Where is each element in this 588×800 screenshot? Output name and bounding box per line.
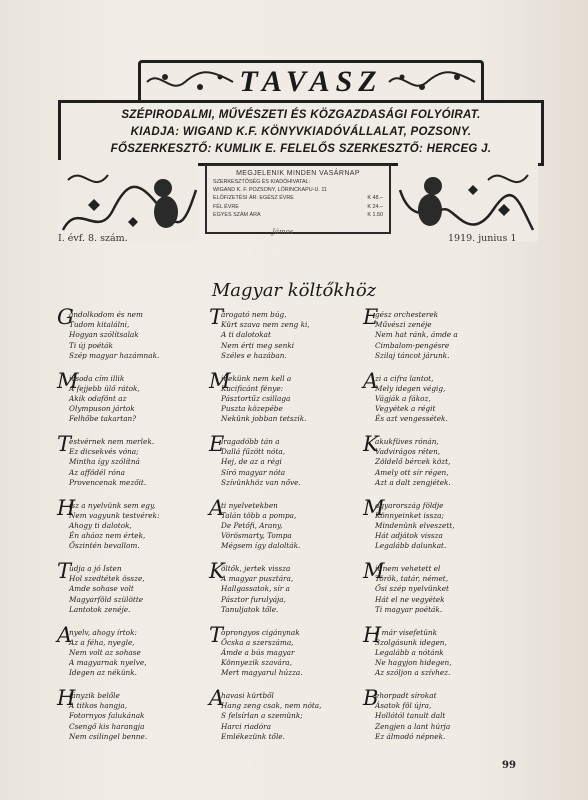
stanza [57,686,210,755]
stanza [209,622,362,692]
verse-line: Ne hagyjon hidegen, [375,658,452,668]
stanza [209,305,362,374]
verse-line: Lantotok zenéje. [69,604,131,614]
verse-line: iányzik belőle [69,691,120,700]
issue-number: I. évf. 8. szám. [58,233,128,244]
verse-line: Művészi zenéje [375,320,432,330]
verse-line: De Petőfi, Arany, [221,520,283,530]
drop-capital: K [363,432,379,456]
verse-line: Hát el ne vegyétek [375,594,445,604]
verse-line: Kürt szava nem zeng ki, [221,320,310,330]
publisher-line: KIADJA: WIGAND K.F. KÖNYVKIADÓVÁLLALAT, POZSONY. [130,126,472,138]
verse-line: Ásatok föl újra, [375,701,432,711]
verse-line: Mindenünk elveszett, [375,520,455,530]
verse-line: Könnyezik szavára, [221,658,292,668]
verse-line: Kacificánt fénye: [221,383,284,393]
verse-line: S felsírlan a szemünk; [221,711,303,721]
verse-line: havasi kürtből [221,691,274,700]
drop-capital: T [209,305,224,329]
verse-line: Pásztortűz csillaga [221,393,291,403]
verse-line: Olympuson jártok [69,404,135,414]
verse-line: Nekünk jobban tetszik. [221,414,307,424]
drop-capital: E [363,305,379,329]
verse-line: Széles e hazában. [221,350,287,360]
stanza [57,432,210,501]
price-row: EGYES SZÁM ÁRA K 1.50 [213,211,383,218]
verse-line: isz a nyelvünk sem egy, [69,500,156,510]
verse-line: árogató nem búg, [221,310,287,319]
verse-line: Felhőbe takartan? [69,414,137,424]
verse-line: A fejjebb ülő rátok, [69,383,140,393]
stanza [209,559,362,628]
verse-line: Amely ott sír régen, [375,467,449,477]
verse-line: Az a féha, nyegle, [69,637,135,647]
verse-line: Hallgassatok, sír a [221,584,290,594]
verse-line: Mégsem így dalolták. [221,541,301,551]
drop-capital: G [57,305,74,329]
verse-line: A titkos hangja, [69,701,128,711]
verse-line: akukfüves rónán, [375,437,439,446]
verse-line: Török, tatár, német, [375,574,449,584]
notice-office: SZERKESZTŐSÉG ÉS KIADÓHIVATAL: [213,179,311,185]
verse-line: Vadvirágos réten, [375,447,441,457]
stanza [209,495,362,565]
stanza [57,622,210,692]
poem-column-3 [363,305,516,755]
verse-line: Szilaj táncot járunk. [375,350,450,360]
drop-capital: K [209,559,225,583]
verse-line: Mert magyarul húzza. [221,668,303,678]
verse-line: Hol szedtétek össze, [69,574,145,584]
verse-line: Puszta közepébe [221,404,283,414]
drop-capital: E [209,432,225,456]
verse-line: Nem érti meg senki [221,340,295,350]
verse-line: icsoda cím illik [69,373,125,383]
poem-column-1 [57,305,210,755]
verse-line: öltők, jertek vissza [221,564,291,573]
verse-line: Magyarföld szülötte [69,594,144,604]
verse-line: oprongyos cigánynak [221,627,300,637]
verse-line: Hát adjátok vissza [375,531,443,541]
verse-line: Én aháoz nem értek, [69,531,146,541]
stanza [209,368,362,438]
poem-column-2 [209,305,362,755]
stanza [363,495,516,565]
verse-line: Vegyétek a régit [375,404,436,414]
verse-line: Tudom kitalálni, [69,320,130,330]
verse-line: Az affödél róna [69,467,125,477]
subscription-notice [205,164,391,234]
drop-capital: T [57,559,72,583]
stanza [57,368,210,438]
masthead-band [58,100,544,166]
journal-title: TAVASZ [239,65,383,98]
stanza [363,432,516,501]
poem-title: Magyar költőkhöz [211,280,377,301]
verse-line: a már visefetünk [375,627,438,637]
verse-line: Nem vagyunk testvérek: [69,510,160,520]
verse-line: A ti dalotokat [221,330,271,340]
stanza [57,559,210,628]
verse-line: estvérnek nem merlek. [69,437,155,446]
drop-capital: T [209,622,224,647]
stanza [209,432,362,501]
verse-line: Őszintén bevallom. [69,541,140,551]
drop-capital: M [57,368,79,393]
stanza [363,305,516,374]
stanza [57,305,210,374]
drop-capital: B [363,686,379,710]
price-row: ELŐFIZETÉSI ÁR: EGÉSZ ÉVRE K 48.– [213,195,383,202]
verse-line: Akik odafönt az [69,393,127,403]
verse-line: Harci riadóra [221,721,272,731]
verse-line: nyelv, ahogy írtok: [69,627,137,637]
verse-line: Legalább a nótánk [375,647,444,657]
verse-line: Amde sohase volt [69,584,134,594]
verse-line: Hang zeng csak, nem nóta, [221,701,322,711]
verse-line: Nem hat ránk, ámde a [375,330,458,340]
artist-signature: Jámos [272,228,294,236]
verse-line: Csengő kis harangja [69,721,145,731]
verse-line: Cimbalom-pengésre [375,340,450,350]
verse-line: Talán több a pompa, [221,510,297,520]
drop-capital: H [57,495,76,520]
verse-line: Vörösmarty, Tompa [221,531,292,541]
verse-line: agyarország földje [375,500,444,510]
verse-line: udja a jó Isten [69,564,122,573]
verse-line: ehorpadt sírokat [375,691,437,700]
verse-line: Nem volt az sohase [69,647,141,657]
verse-line: A magyar pusztára, [221,574,294,584]
verse-line: Ahogy ti dalotok, [69,520,132,530]
drop-capital: A [363,368,379,393]
page-number: 99 [502,760,516,771]
verse-line: Zengjen a lant húrja [375,721,451,731]
verse-line: Szép magyar hazámnak. [69,350,160,360]
drop-capital: M [209,368,231,393]
stanza [57,495,210,565]
drop-capital: A [209,686,225,710]
verse-line: andolkodom és nem [69,310,143,319]
notice-address: WIGAND K. F. POZSONY, LŐRINCKAPU-U. 11 [213,187,327,194]
verse-line: Mintha így szólítná [69,457,140,467]
verse-line: A magyarnak nyelve, [69,658,147,668]
drop-capital: M [363,559,385,583]
drop-capital: H [57,686,76,710]
verse-line: inekünk nem kell a [221,373,292,383]
verse-line: Azt a dalt zengjétek. [375,477,451,487]
verse-line: Hollótól tanult dalt [375,711,446,721]
stanza [209,686,362,755]
verse-line: Ti magyar poéták. [375,604,443,614]
editors-line: FŐSZERKESZTŐ: KUMLIK E. FELELŐS SZERKESZTŐ: HERCEG J. [110,143,492,155]
verse-line: És azt vengessétek. [375,414,448,424]
verse-line: Dallá fűzött nóta, [221,447,286,457]
verse-line: Szívünkhöz van nőve. [221,477,301,487]
verse-line: Provencenak mezőit. [69,477,147,487]
drop-capital: H [363,622,382,647]
verse-line: ti nyelvetekben [221,500,278,510]
verse-line: Ámde a bús magyar [221,647,295,657]
notice-heading: MEGJELENIK MINDEN VASÁRNAP [236,170,360,177]
verse-line: Hej, de az a régi [221,457,282,467]
cherub-ornament-left-icon [58,160,198,242]
cherub-ornament-right-icon [398,160,538,242]
verse-line: Tanuljatok tőle. [221,604,279,614]
verse-line: Vágják a fákoz, [375,393,431,403]
masthead [58,60,538,246]
stanza [363,368,516,438]
verse-line: Nem csilingel benne. [69,731,148,741]
verse-line: Öcska a szerszáma, [221,637,294,647]
verse-line: Szolgásunk idegen, [375,637,447,647]
drop-capital: A [57,622,73,647]
verse-line: Zöldelő bércek közt, [375,457,451,467]
verse-line: Idegen az nékünk. [69,668,137,678]
drop-capital: T [57,432,72,456]
verse-line: lragadóbb tán a [221,437,280,446]
price-row: FÉL ÉVRE K 24.– [213,203,383,210]
stanza [363,622,516,692]
verse-line: it nem vehetett el [375,564,441,573]
verse-line: Mely idegen végig, [375,383,446,393]
stanza [363,559,516,628]
drop-capital: M [363,495,385,520]
verse-line: Pásztor furulyája, [221,594,286,604]
verse-line: Ősi szép nyelvünket [375,584,449,594]
verse-line: Síró magyar nóta [221,467,286,477]
verse-line: Ti új poéták [69,340,113,350]
verse-line: Ez álmodó népnek. [375,731,446,741]
issue-date: 1919. junius 1 [448,233,517,244]
subtitle-line: SZÉPIRODALMI, MŰVÉSZETI ÉS KÖZGAZDASÁGI FOLYÓIRAT. [121,109,481,121]
verse-line: Legalább dalunkat. [375,541,447,551]
drop-capital: A [209,495,225,520]
verse-line: Az szóljon a szívhez. [375,668,451,678]
verse-line: Hogyan szólítsalak [69,330,139,340]
stanza [363,686,516,755]
verse-line: Emlékezünk tőle. [221,731,285,741]
verse-line: Könnyeinket issza; [375,510,444,520]
verse-line: Ez dicsekvés vóna; [69,447,139,457]
verse-line: Fotornyos falukának [69,711,145,721]
verse-line: gész orchesterek [375,310,439,319]
verse-line: zi a cifra lantot, [375,373,434,383]
